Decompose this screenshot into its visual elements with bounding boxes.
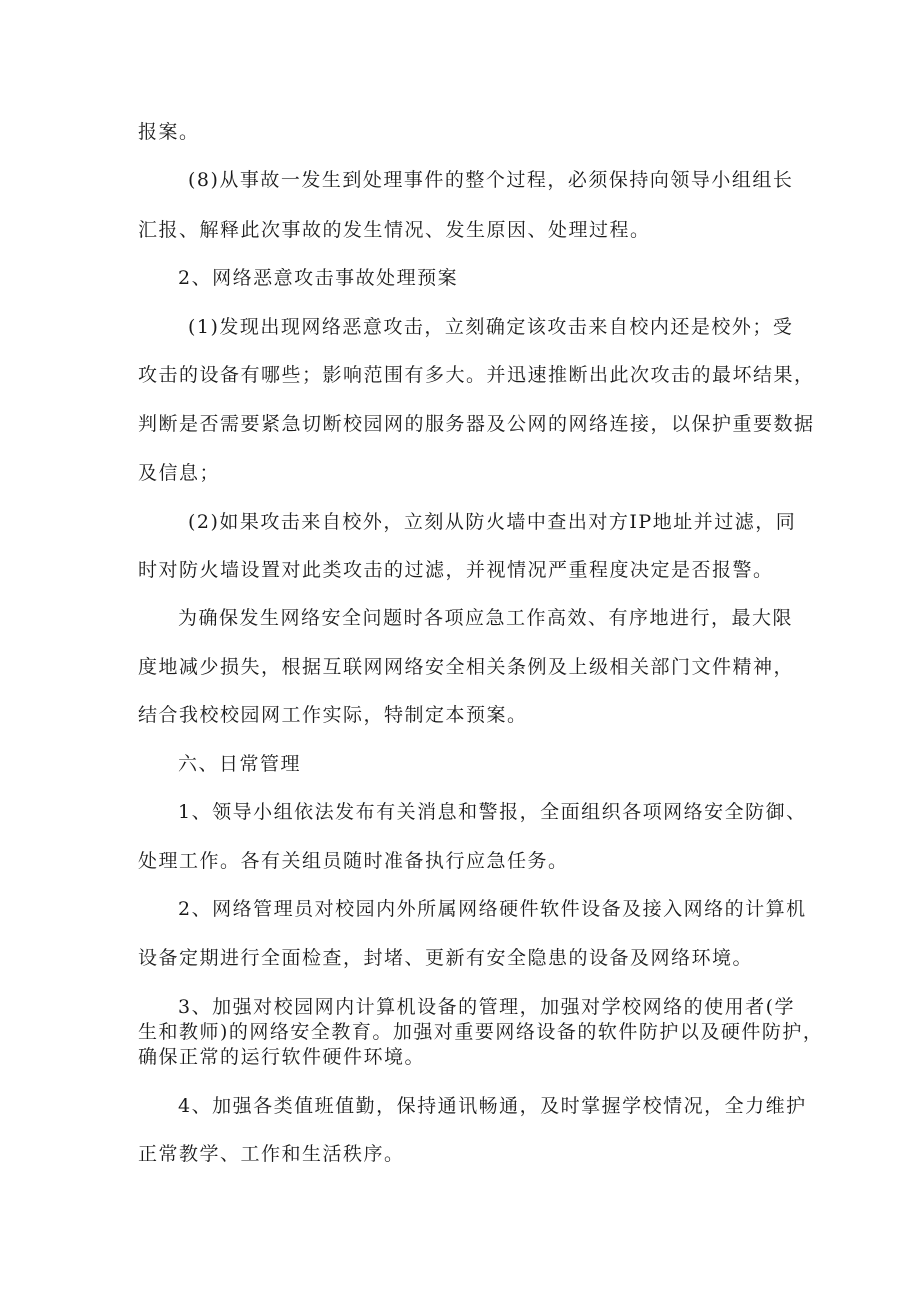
text-line: (8)从事故一发生到处理事件的整个过程，必须保持向领导小组组长	[188, 169, 794, 191]
section-heading: 六、日常管理	[178, 753, 302, 775]
text-line: 为确保发生网络安全问题时各项应急工作高效、有序地进行，最大限	[178, 607, 794, 629]
text-line: 4、加强各类值班值勤，保持通讯畅通，及时掌握学校情况，全力维护	[178, 1095, 807, 1117]
text-line: (2)如果攻击来自校外，立刻从防火墙中查出对方IP地址并过滤，同	[188, 511, 797, 533]
text-line: 正常教学、工作和生活秩序。	[138, 1143, 405, 1165]
text-line: 生和教师)的网络安全教育。加强对重要网络设备的软件防护以及硬件防护，	[138, 1021, 824, 1043]
text-line: 时对防火墙设置对此类攻击的过滤，并视情况严重程度决定是否报警。	[138, 559, 774, 581]
text-line: 1、领导小组依法发布有关消息和警报，全面组织各项网络安全防御、	[178, 801, 807, 823]
text-line: 设备定期进行全面检查，封堵、更新有安全隐患的设备及网络环境。	[138, 947, 754, 969]
text-line: 结合我校校园网工作实际，特制定本预案。	[138, 704, 528, 726]
text-line: 2、网络管理员对校园内外所属网络硬件软件设备及接入网络的计算机	[178, 898, 807, 920]
text-line: 报案。	[138, 121, 200, 143]
section-heading: 2、网络恶意攻击事故处理预案	[178, 267, 459, 289]
text-line: (1)发现出现网络恶意攻击，立刻确定该攻击来自校内还是校外；受	[188, 316, 794, 338]
text-line: 及信息；	[138, 462, 221, 484]
text-line: 汇报、解释此次事故的发生情况、发生原因、处理过程。	[138, 219, 651, 241]
text-line: 度地减少损失，根据互联网网络安全相关条例及上级相关部门文件精神，	[138, 656, 795, 678]
text-line: 处理工作。各有关组员随时准备执行应急任务。	[138, 850, 569, 872]
text-line: 3、加强对校园网内计算机设备的管理，加强对学校网络的使用者(学	[178, 996, 796, 1018]
text-line: 攻击的设备有哪些；影响范围有多大。并迅速推断出此次攻击的最坏结果，	[138, 364, 815, 386]
text-line: 确保正常的运行软件硬件环境。	[138, 1046, 426, 1068]
text-line: 判断是否需要紧急切断校园网的服务器及公网的网络连接，以保护重要数据	[138, 413, 815, 435]
